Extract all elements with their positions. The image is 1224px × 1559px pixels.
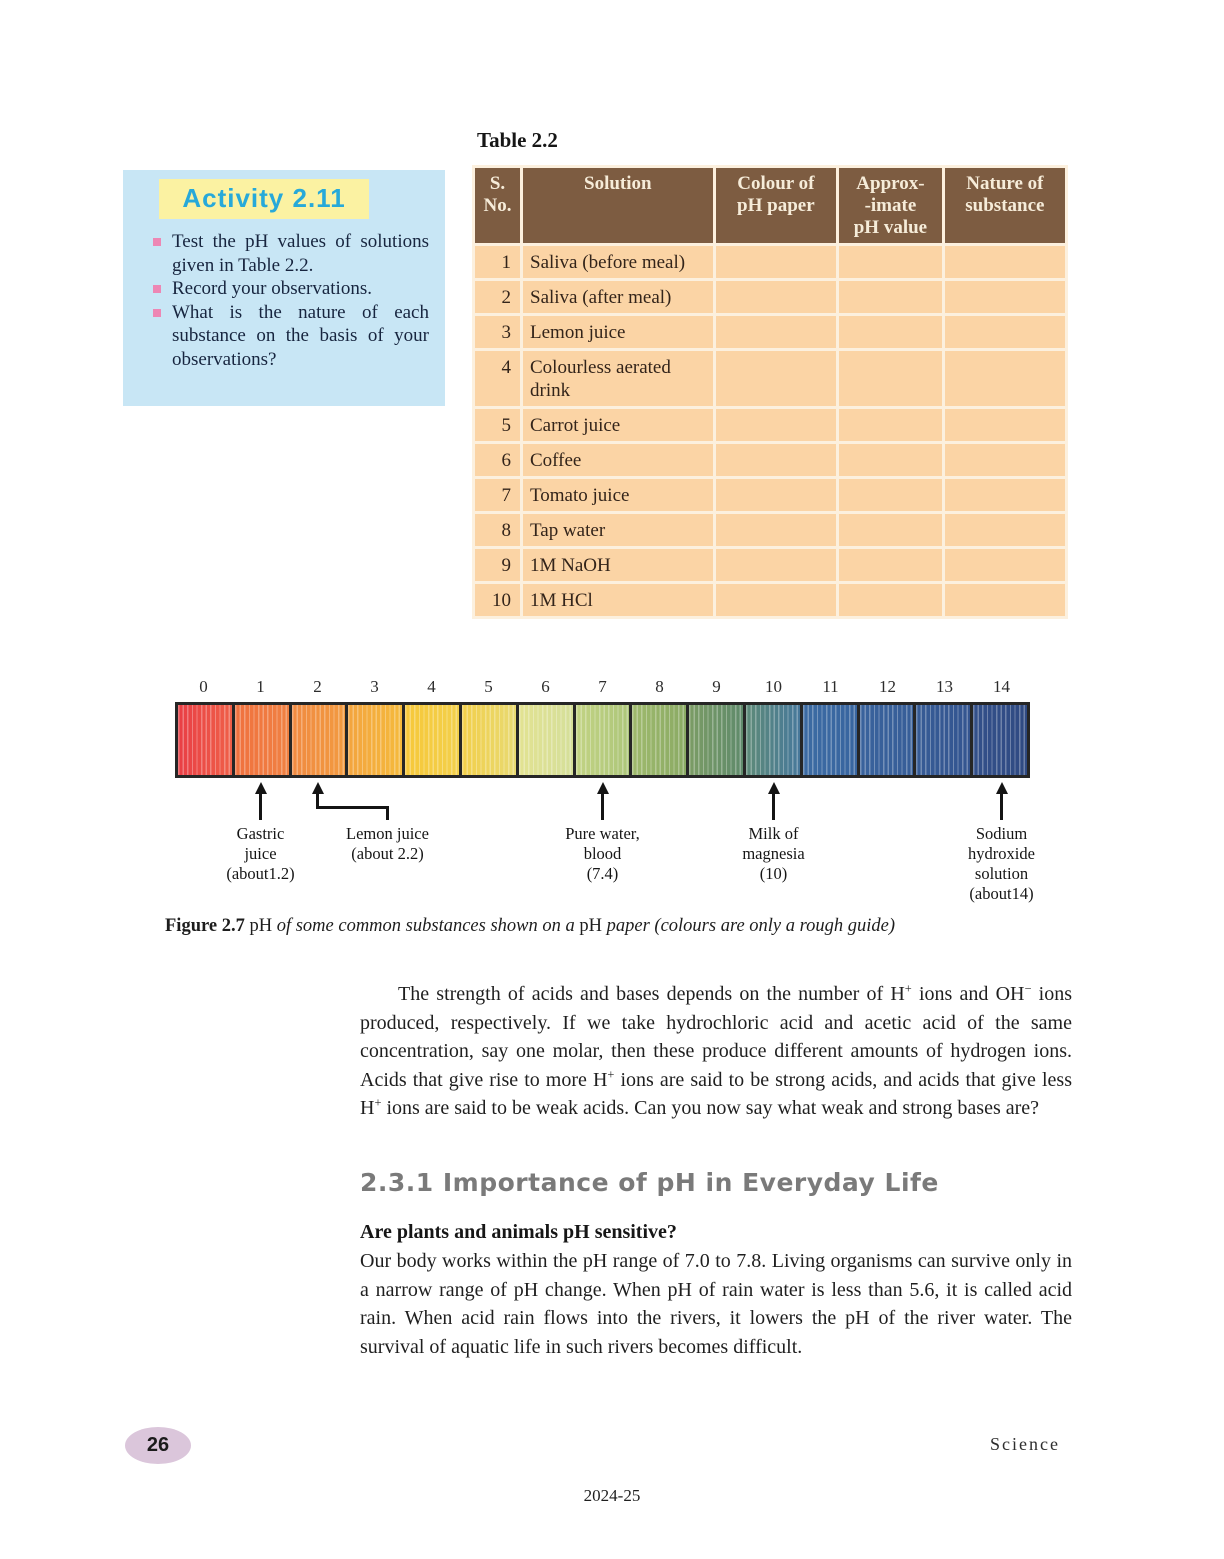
ph-tick-label: 9: [712, 677, 721, 696]
table-title: Table 2.2: [477, 128, 558, 152]
ph-tick-label: 6: [541, 677, 550, 696]
table-cell-solution: Colourless aerated drink: [523, 351, 713, 406]
ph-tick-label: 12: [879, 677, 896, 696]
table-row: [475, 514, 1065, 546]
table-cell-empty: [839, 479, 942, 511]
table-cell-solution: Tomato juice: [523, 479, 713, 511]
bullet-square-icon: [153, 285, 161, 293]
ph-cell-9: [686, 705, 743, 775]
table-cell-empty: [716, 549, 836, 581]
table-cell-empty: [839, 351, 942, 406]
table-cell-solution: Coffee: [523, 444, 713, 476]
activity-bullet: [153, 277, 429, 301]
annotation-label: Lemon juice (about 2.2): [346, 824, 429, 863]
table-cell-empty: [716, 281, 836, 313]
table-row: [475, 281, 1065, 313]
table-cell-empty: [716, 584, 836, 616]
annotation-label: Pure water, blood (7.4): [565, 824, 640, 883]
table-cell-empty: [839, 281, 942, 313]
activity-bullet: [153, 301, 429, 372]
table-cell-empty: [945, 444, 1065, 476]
table-row: [475, 549, 1065, 581]
ph-cell-7: [573, 705, 630, 775]
table-cell-solution: 1M HCl: [523, 584, 713, 616]
table-row: [475, 479, 1065, 511]
paragraph-ph-sensitive: Our body works within the pH range of 7.0 to 7.8. Living organisms can survive only in a narrow range of pH change. When pH of rain water is less than 5.6, it is called acid rain. When acid rain flows into the rivers, it lowers the pH of the river water. The survival of aquatic life in such rivers becomes difficult.: [360, 1250, 1072, 1358]
ph-tick-label: 5: [484, 677, 493, 696]
table-header-cell: Solution: [523, 168, 713, 243]
table-header: [475, 168, 1065, 243]
ph-cell-4: [402, 705, 459, 775]
activity-title-highlight: [159, 179, 369, 219]
activity-box: [123, 170, 445, 406]
ph-cell-5: [459, 705, 516, 775]
ph-cell-1: [232, 705, 289, 775]
table-row: [475, 316, 1065, 348]
ph-cell-12: [857, 705, 914, 775]
activity-bullet: [153, 230, 429, 277]
activity-bullet-text: Test the pH values of solutions given in Table 2.2.: [172, 231, 429, 276]
ph-tick-label: 1: [256, 677, 265, 696]
table-cell-empty: [945, 409, 1065, 441]
table-row: [475, 584, 1065, 616]
table-cell-sno: 6: [475, 444, 520, 476]
ph-cell-2: [289, 705, 346, 775]
ph-cell-11: [800, 705, 857, 775]
table-cell-empty: [945, 549, 1065, 581]
page-number-badge: [125, 1427, 191, 1464]
table-cell-empty: [716, 479, 836, 511]
ph-scale-bar: [175, 702, 1030, 778]
table-cell-empty: [839, 584, 942, 616]
ph-cell-8: [629, 705, 686, 775]
annotation-connector: [316, 792, 319, 807]
ph-tick-label: 14: [993, 677, 1010, 696]
ph-tick-label: 13: [936, 677, 953, 696]
table-cell-empty: [945, 281, 1065, 313]
activity-bullet-text: Record your observations.: [172, 278, 372, 299]
ph-cell-14: [970, 705, 1027, 775]
table-cell-solution: Saliva (before meal): [523, 246, 713, 278]
page-number: 26: [146, 1434, 170, 1456]
table-header-cell: S. No.: [475, 168, 520, 243]
table-row: [475, 444, 1065, 476]
table-cell-solution: Lemon juice: [523, 316, 713, 348]
table-cell-empty: [839, 549, 942, 581]
table-row: [475, 351, 1065, 406]
annotation-label: Sodium hydroxide solution (about14): [968, 824, 1035, 903]
table-row: [475, 409, 1065, 441]
activity-bullet-list: [153, 230, 429, 371]
table-header-cell: Colour of pH paper: [716, 168, 836, 243]
table-cell-sno: 8: [475, 514, 520, 546]
table-cell-empty: [839, 514, 942, 546]
footer-year: 2024-25: [583, 1486, 641, 1505]
annotation-label: Gastric juice (about1.2): [226, 824, 295, 883]
table-cell-sno: 7: [475, 479, 520, 511]
ph-cell-0: [178, 705, 232, 775]
ph-cell-13: [913, 705, 970, 775]
table-cell-sno: 4: [475, 351, 520, 406]
table-row: [475, 246, 1065, 278]
paragraph-acid-strength: The strength of acids and bases depends on the number of H+ ions and OH− ions produced, respectively. If we take hydrochloric acid and acetic acid of the same concentration, say one molar, then these produce different amounts of hydrogen ions. Acids that give rise to more H+ ions are said to be strong acids, and acids that give less H+ ions are said to be weak acids. Can you now say what weak and strong bases are?: [360, 981, 1073, 1119]
ph-observation-table: [472, 165, 1068, 619]
table-body: [475, 246, 1065, 616]
bullet-square-icon: [153, 238, 161, 246]
table-cell-sno: 10: [475, 584, 520, 616]
ph-cell-6: [516, 705, 573, 775]
annotation-label: Milk of magnesia (10): [742, 824, 805, 883]
annotation-connector: [316, 806, 389, 809]
annotation-connector: [772, 792, 775, 820]
ph-tick-label: 4: [427, 677, 436, 696]
ph-tick-label: 11: [822, 677, 839, 696]
table-cell-empty: [716, 316, 836, 348]
ph-tick-label: 7: [598, 677, 607, 696]
table-cell-solution: Carrot juice: [523, 409, 713, 441]
table-cell-empty: [945, 316, 1065, 348]
table-cell-sno: 1: [475, 246, 520, 278]
ph-scale-tick-labels: [175, 677, 1030, 697]
ph-tick-label: 10: [765, 677, 782, 696]
ph-cell-3: [345, 705, 402, 775]
table-cell-empty: [716, 514, 836, 546]
activity-title: Activity 2.11: [182, 183, 346, 213]
footer-subject-label: Science: [990, 1434, 1060, 1454]
annotation-connector: [601, 792, 604, 820]
table-cell-empty: [839, 316, 942, 348]
table-cell-sno: 5: [475, 409, 520, 441]
activity-bullet-text: What is the nature of each substance on the basis of your observations?: [172, 301, 429, 370]
table-cell-empty: [839, 444, 942, 476]
ph-tick-label: 8: [655, 677, 664, 696]
ph-cell-10: [743, 705, 800, 775]
table-cell-empty: [716, 444, 836, 476]
sub-heading-question: Are plants and animals pH sensitive?: [360, 1221, 677, 1243]
table-cell-empty: [716, 246, 836, 278]
annotation-connector: [1000, 792, 1003, 820]
table-cell-empty: [716, 409, 836, 441]
table-header-cell: Nature of substance: [945, 168, 1065, 243]
table-cell-solution: 1M NaOH: [523, 549, 713, 581]
table-cell-sno: 9: [475, 549, 520, 581]
table-cell-sno: 2: [475, 281, 520, 313]
annotation-connector: [259, 792, 262, 820]
table-cell-sno: 3: [475, 316, 520, 348]
figure-caption: Figure 2.7 pH of some common substances shown on a pH paper (colours are only a rough guide): [165, 916, 896, 936]
table-cell-empty: [945, 584, 1065, 616]
table-cell-empty: [945, 246, 1065, 278]
ph-tick-label: 3: [370, 677, 379, 696]
ph-tick-label: 0: [199, 677, 208, 696]
table-cell-empty: [839, 246, 942, 278]
table-cell-empty: [945, 514, 1065, 546]
section-heading: 2.3.1 Importance of pH in Everyday Life: [360, 1168, 939, 1197]
table-cell-empty: [945, 351, 1065, 406]
table-header-row: [475, 168, 1065, 243]
table-cell-empty: [839, 409, 942, 441]
table-cell-solution: Saliva (after meal): [523, 281, 713, 313]
table-cell-empty: [945, 479, 1065, 511]
ph-tick-label: 2: [313, 677, 322, 696]
table-header-cell: Approx- -imate pH value: [839, 168, 942, 243]
table-cell-solution: Tap water: [523, 514, 713, 546]
bullet-square-icon: [153, 309, 161, 317]
annotation-connector: [386, 806, 389, 820]
table-cell-empty: [716, 351, 836, 406]
